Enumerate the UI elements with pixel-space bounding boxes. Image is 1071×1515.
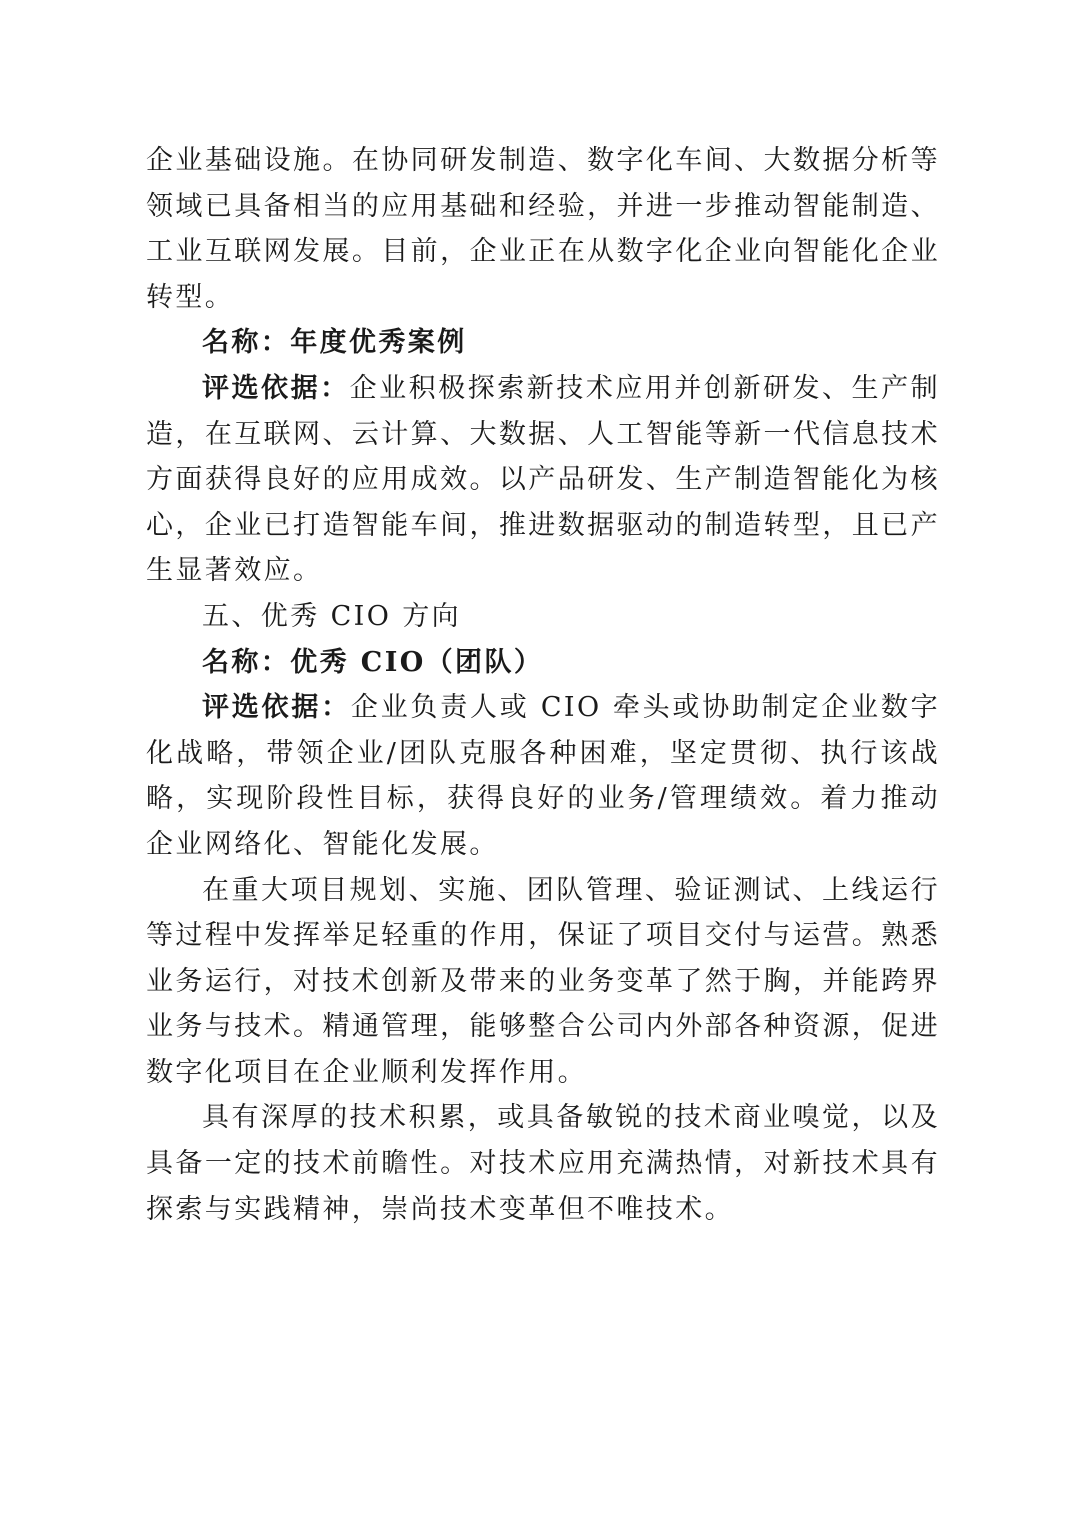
case-criteria-paragraph xyxy=(146,366,940,594)
cio-criteria-paragraph xyxy=(146,685,940,867)
cio-section-heading: 五、优秀 CIO 方向 xyxy=(202,600,462,632)
cio-paragraph-2: 在重大项目规划、实施、团队管理、验证测试、上线运行等过程中发挥举足轻重的作用，保证了项目交付与运营。熟悉业务运行，对技术创新及带来的业务变革了然于胸，并能跨界业务与技术。精通管理，能够整合公司内外部各种资源，促进数字化项目在企业顺利发挥作用。 xyxy=(146,874,940,1088)
case-name-line: 名称：年度优秀案例 xyxy=(202,327,467,359)
cio-criteria-label: 评选依据： xyxy=(202,692,351,724)
cio-criteria-text: 企业负责人或 CIO 牵头或协助制定企业数字化战略，带领企业/团队克服各种困难，坚定贯彻、执行该战略，实现阶段性目标，获得良好的业务/管理绩效。着力推动企业网络化、智能化发展。 xyxy=(146,692,940,860)
document-page xyxy=(146,138,940,1232)
cio-paragraph-3: 具有深厚的技术积累，或具备敏锐的技术商业嗅觉，以及具备一定的技术前瞻性。对技术应用充满热情，对新技术具有探索与实践精神，崇尚技术变革但不唯技术。 xyxy=(146,1102,940,1225)
case-criteria-label: 评选依据： xyxy=(202,372,350,404)
case-criteria-text: 企业积极探索新技术应用并创新研发、生产制造，在互联网、云计算、大数据、人工智能等新一代信息技术方面获得良好的应用成效。以产品研发、生产制造智能化为核心，企业已打造智能车间，推进数据驱动的制造转型，且已产生显著效应。 xyxy=(146,372,940,587)
cio-name-line: 名称：优秀 CIO（团队） xyxy=(202,646,544,678)
intro-paragraph: 企业基础设施。在协同研发制造、数字化车间、大数据分析等领域已具备相当的应用基础和经验，并进一步推动智能制造、工业互联网发展。目前，企业正在从数字化企业向智能化企业转型。 xyxy=(146,145,940,313)
